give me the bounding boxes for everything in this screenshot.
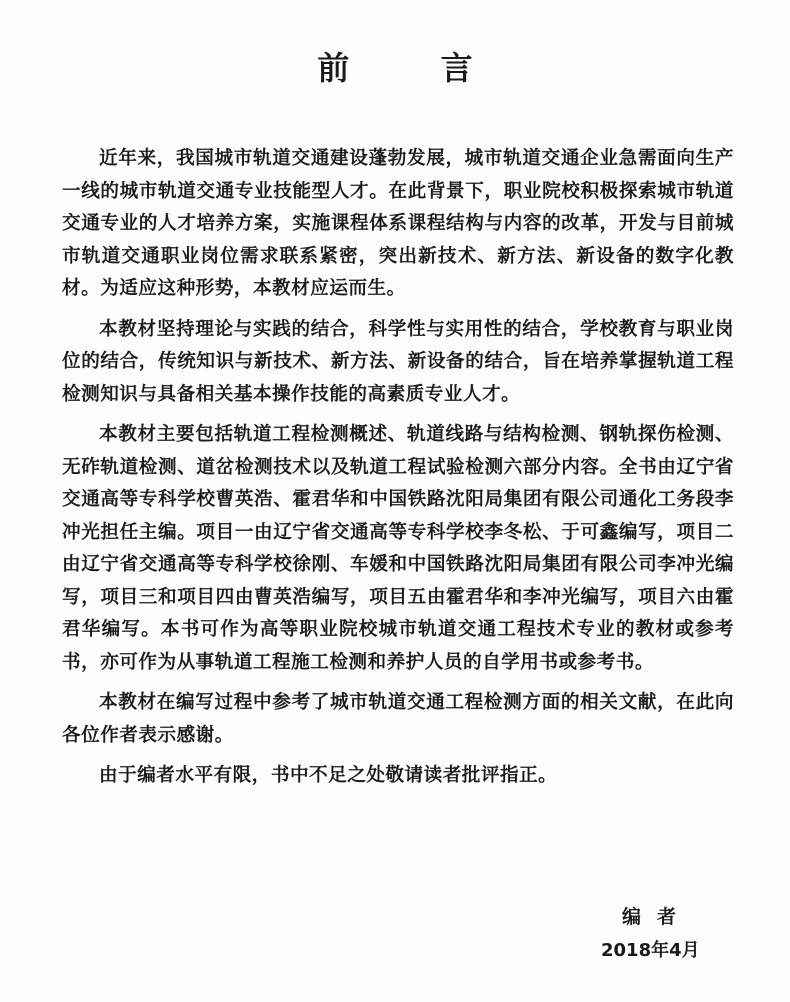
page-title: 前 言 — [317, 49, 513, 87]
signature-date: 2018年4月 — [601, 940, 700, 961]
paragraph-5: 由于编者水平有限，书中不足之处敬请读者批评指正。 — [99, 765, 558, 786]
paragraph-1: 近年来，我国城市轨道交通建设蓬勃发展，城市轨道交通企业急需面向生产一线的城市轨道交通专业技能型人才。在此背景下，职业院校积极探索城市轨道交通专业的人才培养方案，实施课程体系课程结构与内容的改革，开发与目前城市轨道交通职业岗位需求联系紧密，突出新技术、新方法、新设备的数字化教材。为适应这种形势，本教材应运而生。 — [62, 148, 734, 299]
paragraph-4: 本教材在编写过程中参考了城市轨道交通工程检测方面的相关文献，在此向各位作者表示感谢。 — [62, 692, 734, 746]
signature-author: 编者 — [622, 906, 693, 928]
paragraph-2: 本教材坚持理论与实践的结合，科学性与实用性的结合，学校教育与职业岗位的结合，传统知识与新技术、新方法、新设备的结合，旨在培养掌握轨道工程检测知识与具备相关基本操作技能的高素质专业人才。 — [62, 318, 734, 405]
preface-body — [62, 143, 734, 801]
paragraph-3: 本教材主要包括轨道工程检测概述、轨道线路与结构检测、钢轨探伤检测、无砟轨道检测、道岔检测技术以及轨道工程试验检测六部分内容。全书由辽宁省交通高等专科学校曹英浩、霍君华和中国铁路沈阳局集团有限公司通化工务段李冲光担任主编。项目一由辽宁省交通高等专科学校李冬松、于可鑫编写，项目二由辽宁省交通高等专科学校徐刚、车媛和中国铁路沈阳局集团有限公司李冲光编写，项目三和项目四由曹英浩编写，项目五由霍君华和李冲光编写，项目六由霍君华编写。本书可作为高等职业院校城市轨道交通工程技术专业的教材或参考书，亦可作为从事轨道工程施工检测和养护人员的自学用书或参考书。 — [62, 424, 734, 673]
